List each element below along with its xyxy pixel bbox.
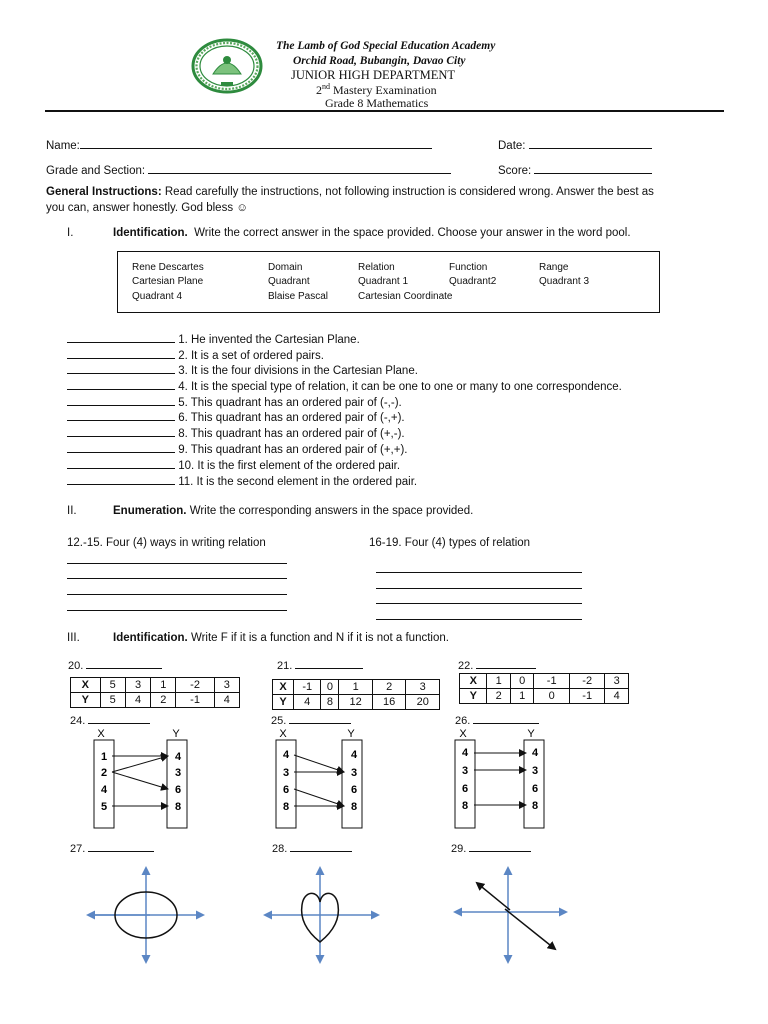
- mapping-arrow: [112, 756, 168, 772]
- table-cell: 5: [100, 693, 125, 708]
- table-cell: 5: [100, 678, 125, 693]
- mapping-y-label: Y: [172, 728, 180, 740]
- school-name: The Lamb of God Special Education Academy: [276, 40, 496, 52]
- exam-title: 2nd Mastery Examination: [316, 82, 437, 97]
- mapping-range-value: 8: [531, 800, 539, 812]
- word-pool-item: Range: [539, 262, 569, 273]
- table-cell: 2: [372, 680, 406, 695]
- table-cell: Y: [71, 693, 101, 708]
- general-instructions: General Instructions: Read carefully the instructions, not following instruction is considered wrong. Answer the best as: [46, 186, 654, 198]
- item-26[interactable]: 26.: [455, 712, 539, 727]
- item-27[interactable]: 27.: [70, 840, 154, 855]
- mapping-domain-value: 5: [100, 801, 108, 813]
- line-curve: [477, 883, 510, 910]
- word-pool-item: Relation: [358, 262, 395, 273]
- table-cell: 3: [125, 678, 150, 693]
- mapping-arrow: [294, 755, 344, 772]
- mapping-domain-value: 4: [461, 747, 469, 759]
- table-cell: -2: [569, 674, 605, 689]
- item-text: 8. This quadrant has an ordered pair of (+,-).: [178, 428, 405, 440]
- item-text: 9. This quadrant has an ordered pair of (+,+).: [178, 444, 408, 456]
- mapping-domain-value: 2: [100, 767, 108, 779]
- table-cell: 3: [214, 678, 239, 693]
- mapping-domain-value: 3: [282, 767, 290, 779]
- subject-title: Grade 8 Mathematics: [325, 96, 429, 110]
- item-text: 4. It is the special type of relation, it can be one to one or many to one correspondence.: [178, 381, 622, 393]
- mapping-range-value: 4: [350, 749, 358, 761]
- word-pool-item: Domain: [268, 262, 303, 273]
- score-field[interactable]: Score:: [498, 162, 652, 177]
- mapping-range-value: 4: [174, 751, 182, 763]
- mapping-24: [94, 728, 187, 828]
- school-address: Orchid Road, Bubangin, Davao City: [293, 55, 466, 67]
- table-cell: 1: [510, 689, 533, 704]
- table-cell: 4: [125, 693, 150, 708]
- item-text: 5. This quadrant has an ordered pair of (-,-).: [178, 397, 402, 409]
- table-cell: 4: [214, 693, 239, 708]
- word-pool-item: Quadrant 4: [132, 291, 183, 302]
- relation-ways-heading: 12.-15. Four (4) ways in writing relation: [67, 537, 266, 549]
- word-pool-item: Quadrant: [268, 276, 310, 287]
- table-cell: 1: [151, 678, 176, 693]
- word-pool-item: Cartesian Plane: [132, 276, 204, 287]
- table-cell: X: [71, 678, 101, 693]
- mapping-domain-value: 1: [100, 751, 108, 763]
- mapping-y-label: Y: [347, 728, 355, 740]
- word-pool-item: Rene Descartes: [132, 262, 204, 273]
- part1-numeral: I.: [67, 227, 74, 239]
- mapping-range-value: 4: [531, 747, 539, 759]
- name-field[interactable]: Name:: [46, 137, 432, 152]
- item-text: 6. This quadrant has an ordered pair of (-,+).: [178, 412, 405, 424]
- table-cell: -1: [534, 674, 570, 689]
- word-pool-item: Blaise Pascal: [268, 291, 329, 302]
- mapping-range-value: 3: [174, 767, 182, 779]
- mapping-range-value: 3: [531, 765, 539, 777]
- table-cell: 4: [294, 695, 321, 710]
- mapping-domain-value: 8: [461, 800, 469, 812]
- mapping-range-value: 3: [350, 767, 358, 779]
- table-cell: Y: [460, 689, 487, 704]
- item-29[interactable]: 29.: [451, 840, 531, 855]
- mapping-x-label: X: [459, 728, 467, 740]
- mapping-y-label: Y: [527, 728, 535, 740]
- graph-27-ellipse: [88, 868, 203, 962]
- table-cell: 8: [321, 695, 339, 710]
- mapping-26: [455, 728, 544, 828]
- word-pool-item: Quadrant 3: [539, 276, 590, 287]
- table-cell: -1: [294, 680, 321, 695]
- table-cell: 0: [321, 680, 339, 695]
- relation-types-heading: 16-19. Four (4) types of relation: [369, 537, 531, 549]
- item-24[interactable]: 24.: [70, 712, 150, 727]
- department: JUNIOR HIGH DEPARTMENT: [291, 68, 456, 82]
- table-cell: 16: [372, 695, 406, 710]
- table-cell: X: [273, 680, 294, 695]
- word-pool-item: Function: [449, 262, 488, 273]
- mapping-domain-value: 8: [282, 801, 290, 813]
- mapping-domain-value: 6: [282, 784, 290, 796]
- table-cell: 20: [406, 695, 440, 710]
- table-cell: 0: [510, 674, 533, 689]
- part1-heading: Identification. Write the correct answer in the space provided. Choose your answer in the word pool.: [113, 227, 631, 239]
- line-curve-neg: [505, 909, 555, 949]
- table-cell: -2: [176, 678, 214, 693]
- mapping-range-value: 8: [350, 801, 358, 813]
- table-cell: 1: [487, 674, 510, 689]
- mapping-x-label: X: [97, 728, 105, 740]
- table-cell: 3: [406, 680, 440, 695]
- part2-heading: Enumeration. Write the corresponding answers in the space provided.: [113, 505, 474, 517]
- mapping-domain-value: 4: [282, 749, 290, 761]
- item-text: 11. It is the second element in the ordered pair.: [178, 476, 418, 488]
- item-text: 2. It is a set of ordered pairs.: [178, 350, 324, 362]
- word-pool-item: Quadrant2: [449, 276, 497, 287]
- table-cell: Y: [273, 695, 294, 710]
- table-cell: 4: [605, 689, 629, 704]
- table-cell: 2: [151, 693, 176, 708]
- table-cell: 3: [605, 674, 629, 689]
- part3-numeral: III.: [67, 632, 80, 644]
- word-pool-item: Cartesian Coordinate: [358, 291, 453, 302]
- graph-29-line: [455, 868, 566, 962]
- table-cell: 1: [339, 680, 373, 695]
- grade-section-field[interactable]: Grade and Section:: [46, 162, 451, 177]
- mapping-domain-value: 3: [461, 765, 469, 777]
- mapping-range-value: 6: [531, 783, 539, 795]
- mapping-x-label: X: [279, 728, 287, 740]
- mapping-25: [276, 728, 362, 828]
- item-text: 10. It is the first element of the ordered pair.: [178, 460, 401, 472]
- part2-numeral: II.: [67, 505, 77, 517]
- word-pool-item: Quadrant 1: [358, 276, 409, 287]
- general-instructions-line2: you can, answer honestly. God bless ☺: [46, 202, 249, 214]
- item-text: 3. It is the four divisions in the Cartesian Plane.: [178, 365, 418, 377]
- item-25[interactable]: 25.: [271, 712, 351, 727]
- item-20[interactable]: 20.: [68, 657, 162, 672]
- graph-28-heart: [265, 868, 378, 962]
- mapping-range-value: 6: [350, 784, 358, 796]
- mapping-domain-value: 4: [100, 784, 108, 796]
- mapping-domain-value: 6: [461, 783, 469, 795]
- table-cell: -1: [569, 689, 605, 704]
- item-28[interactable]: 28.: [272, 840, 352, 855]
- item-text: 1. He invented the Cartesian Plane.: [178, 334, 360, 346]
- mapping-arrow: [112, 772, 168, 789]
- mapping-range-value: 6: [174, 784, 182, 796]
- date-field[interactable]: Date:: [498, 137, 652, 152]
- table-cell: -1: [176, 693, 214, 708]
- item-22[interactable]: 22.: [458, 657, 536, 672]
- table-cell: 0: [534, 689, 570, 704]
- table-cell: 2: [487, 689, 510, 704]
- part3-heading: Identification. Write F if it is a function and N if it is not a function.: [113, 632, 449, 644]
- table-cell: 12: [339, 695, 373, 710]
- table-cell: X: [460, 674, 487, 689]
- mapping-arrow: [294, 789, 344, 806]
- mapping-range-value: 8: [174, 801, 182, 813]
- item-21[interactable]: 21.: [277, 657, 363, 672]
